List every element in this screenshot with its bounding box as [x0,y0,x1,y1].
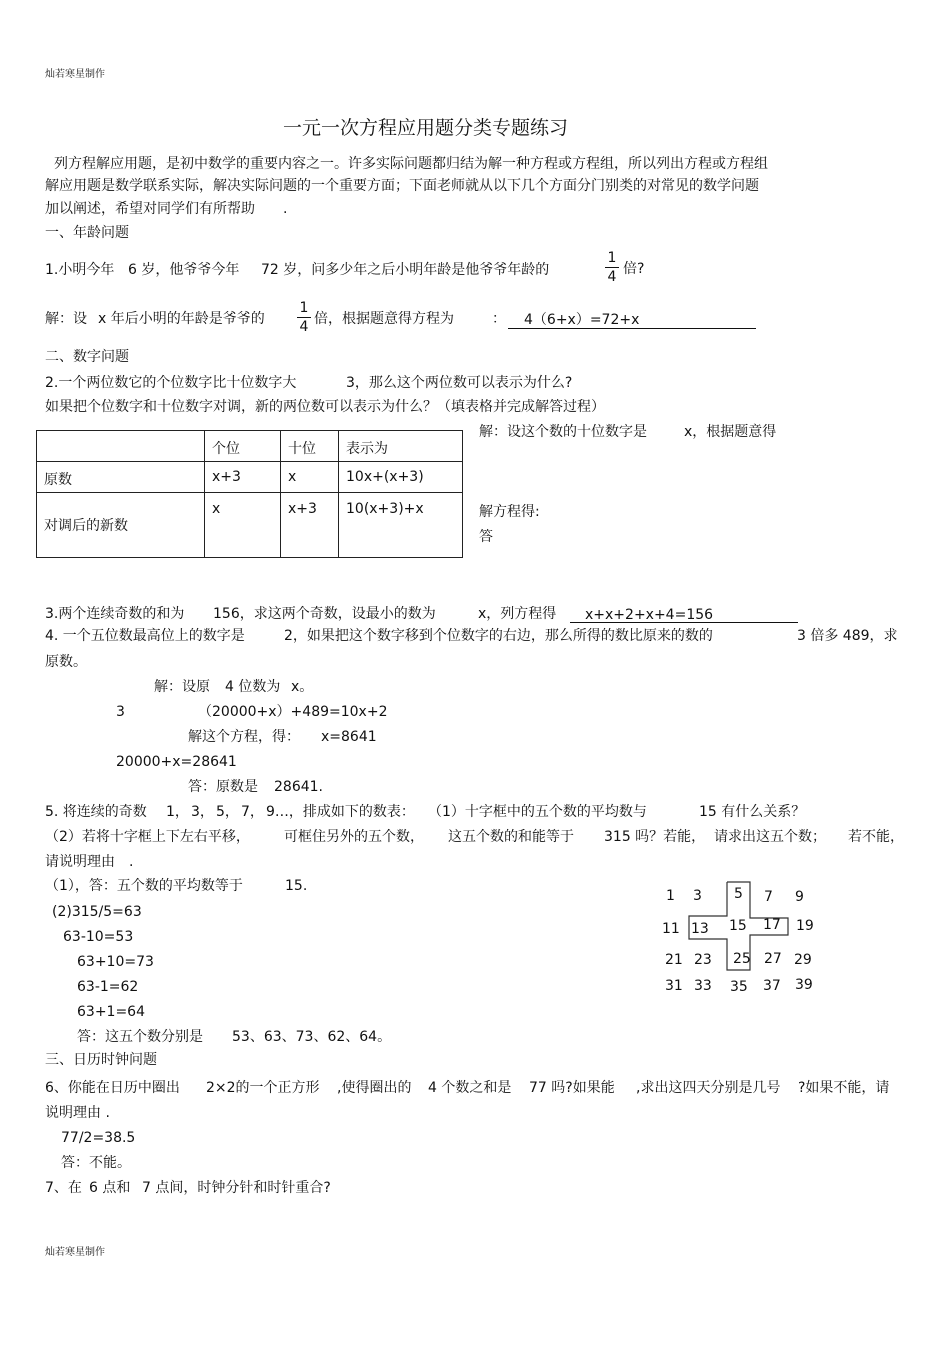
q5-l2a: （2）若将十字框上下左右平移， [45,829,250,845]
table-cell: x+3 [205,462,281,493]
q3-answer-underline [570,622,798,623]
q1-text-a: 1.小明今年 [45,262,115,278]
grid-number: 25 [733,951,751,967]
table-cell: 对调后的新数 [37,493,205,558]
grid-number: 37 [763,978,781,994]
q6-text-c: ,使得圈出的 [337,1080,412,1096]
grid-number: 29 [794,952,812,968]
q5-ans2: (2)315/5=63 [52,904,142,920]
grid-number: 1 [666,888,675,904]
q4-sol-l5a: 答：原数是 [188,779,258,795]
q4-sol-l5b: 28641. [274,779,323,795]
q5-l1a: 5. 将连续的奇数 [45,804,147,820]
q5-ans5: 63-1=62 [77,979,139,995]
q7-text-a: 7、在 [45,1180,82,1196]
table-header-expr: 表示为 [339,431,463,462]
table-cell: x [281,462,339,493]
q6-text-f: ,求出这四天分别是几号 [636,1080,781,1096]
table-cell: 原数 [37,462,205,493]
q4-sol-l1b: 4 位数为 [225,679,281,695]
grid-number: 27 [764,951,782,967]
q1-frac-num: 1 [607,250,617,266]
q6-text-g: ?如果不能，请 [798,1080,890,1096]
table-cell: x [205,493,281,558]
intro-line-1: 列方程解应用题，是初中数学的重要内容之一。许多实际问题都归结为解一种方程或方程组，所以列出方程或方程组 [54,156,768,172]
section-heading-number: 二、数字问题 [45,349,129,365]
q7-text-b: 6 点和 [89,1180,131,1196]
q6-text-h: 说明理由 . [45,1105,110,1121]
q1-frac-den: 4 [607,269,617,285]
q3-text-b: 156，求这两个奇数，设最小的数为 [213,606,436,622]
grid-number: 15 [729,918,747,934]
table-cell: x+3 [281,493,339,558]
q5-l2c: 这五个数的和能等于 [448,829,574,845]
q1-sol-b: x 年后小明的年龄是爷爷的 [98,311,265,327]
q5-l1c: 3， [191,804,214,820]
q4-sol-l4: 20000+x=28641 [116,754,237,770]
q6-ans2: 答：不能。 [61,1155,131,1171]
table-row [37,462,463,493]
q4-sol-l3b: x=8641 [321,729,377,745]
q3-text-c: x，列方程得 [478,606,557,622]
q5-ans7a: 答：这五个数分别是 [77,1029,203,1045]
q1-fraction [605,249,619,286]
table-cell: 10(x+3)+x [339,493,463,558]
q5-l2e: 请求出这五个数； [714,829,826,845]
q5-l1f: 9…，排成如下的数表： [266,804,415,820]
q1-sol-fraction [297,299,311,336]
q5-l1d: 5， [216,804,239,820]
q2-side-b: x，根据题意得 [684,424,777,440]
q2-side-a: 解：设这个数的十位数字是 [479,424,647,440]
q6-text-e: 77 吗?如果能 [529,1080,615,1096]
grid-number: 19 [796,918,814,934]
watermark-bottom: 灿若寒星制作 [45,1247,105,1258]
table-header-ones: 个位 [205,431,281,462]
grid-number: 35 [730,979,748,995]
q5-l2d: 315 吗？若能， [604,829,706,845]
q4-text-b: 2，如果把这个数字移到个位数字的右边，那么所得的数比原来的数的 [284,628,713,644]
grid-number: 39 [795,977,813,993]
q1-text-b: 6 岁，他爷爷今年 [128,262,240,278]
grid-number: 5 [734,886,743,902]
q6-text-d: 4 个数之和是 [428,1080,512,1096]
q1-sol-c: 倍，根据题意得方程为 [314,311,454,327]
q5-ans4: 63+10=73 [77,954,154,970]
table-cell: 10x+(x+3) [339,462,463,493]
q2-side-solve: 解方程得: [479,504,540,520]
q4-text-a: 4. 一个五位数最高位上的数字是 [45,628,245,644]
q4-sol-l1c: x。 [291,679,314,695]
q2-text-c: 如果把个位数字和十位数字对调，新的两位数可以表示为什么？（填表格并完成解答过程） [45,399,605,415]
q1-sol-d: ： [492,311,506,327]
q6-text-b: 2×2的一个正方形 [206,1080,320,1096]
q5-ans1a: （1），答：五个数的平均数等于 [45,878,243,894]
table-row [37,493,463,558]
q4-text-d: 原数。 [45,654,87,670]
page-title: 一元一次方程应用题分类专题练习 [283,117,569,139]
q5-ans7b: 53、63、73、62、64。 [232,1029,392,1045]
q1-text-d: 倍? [623,261,645,277]
q4-sol-l2a: 3 [116,704,125,720]
q2-text-b: 3，那么这个两位数可以表示为什么? [346,375,573,391]
grid-number: 21 [665,952,683,968]
q5-ans6: 63+1=64 [77,1004,145,1020]
grid-number: 13 [691,921,709,937]
table-header-tens: 十位 [281,431,339,462]
q6-text-a: 6、你能在日历中圈出 [45,1080,180,1096]
grid-number: 23 [694,952,712,968]
intro-line-2: 解应用题是数学联系实际，解决实际问题的一个重要方面；下面老师就从以下几个方面分门别类的对常见的数学问题 [45,178,759,194]
intro-line-3: 加以阐述，希望对同学们有所帮助 . [45,201,288,217]
table-header-blank [37,431,205,462]
q4-sol-l3a: 解这个方程，得： [188,729,300,745]
section-heading-age: 一、年龄问题 [45,225,129,241]
q5-ans1b: 15. [285,878,308,894]
q1-sol-frac-num: 1 [299,300,309,316]
q5-l1h: 15 有什么关系？ [699,804,806,820]
q6-ans1: 77/2=38.5 [61,1130,136,1146]
grid-number: 11 [662,921,680,937]
grid-number: 33 [694,978,712,994]
digit-table [36,430,463,558]
grid-number: 9 [795,889,804,905]
q5-l1b: 1， [166,804,189,820]
grid-number: 7 [764,889,773,905]
q1-sol-frac-den: 4 [299,319,309,335]
grid-number: 17 [763,917,781,933]
q4-text-c: 3 倍多 489，求 [797,628,898,644]
q5-l3: 请说明理由 . [45,854,134,870]
grid-number: 31 [665,978,683,994]
q5-l1g: （1）十字框中的五个数的平均数与 [428,804,647,820]
q2-text-a: 2.一个两位数它的个位数字比十位数字大 [45,375,297,391]
q5-l2f: 若不能， [848,829,904,845]
watermark-top: 灿若寒星制作 [45,69,105,80]
q5-l1e: 7， [241,804,264,820]
section-heading-calendar: 三、日历时钟问题 [45,1052,157,1068]
q7-text-c: 7 点间，时钟分针和时针重合? [142,1180,331,1196]
q1-text-c: 72 岁，问多少年之后小明年龄是他爷爷年龄的 [261,262,550,278]
grid-number: 3 [693,888,702,904]
q5-l2b: 可框住另外的五个数， [284,829,424,845]
q4-sol-l2b: （20000+x）+489=10x+2 [198,704,388,720]
q5-ans3: 63-10=53 [63,929,134,945]
q2-side-answer: 答 [479,529,493,545]
q1-equation: 4（6+x）=72+x [524,312,640,328]
q3-equation: x+x+2+x+4=156 [585,607,714,623]
q1-answer-underline [508,328,756,329]
q1-sol-a: 解：设 [45,311,87,327]
q3-text-a: 3.两个连续奇数的和为 [45,606,185,622]
q4-sol-l1a: 解：设原 [154,679,210,695]
